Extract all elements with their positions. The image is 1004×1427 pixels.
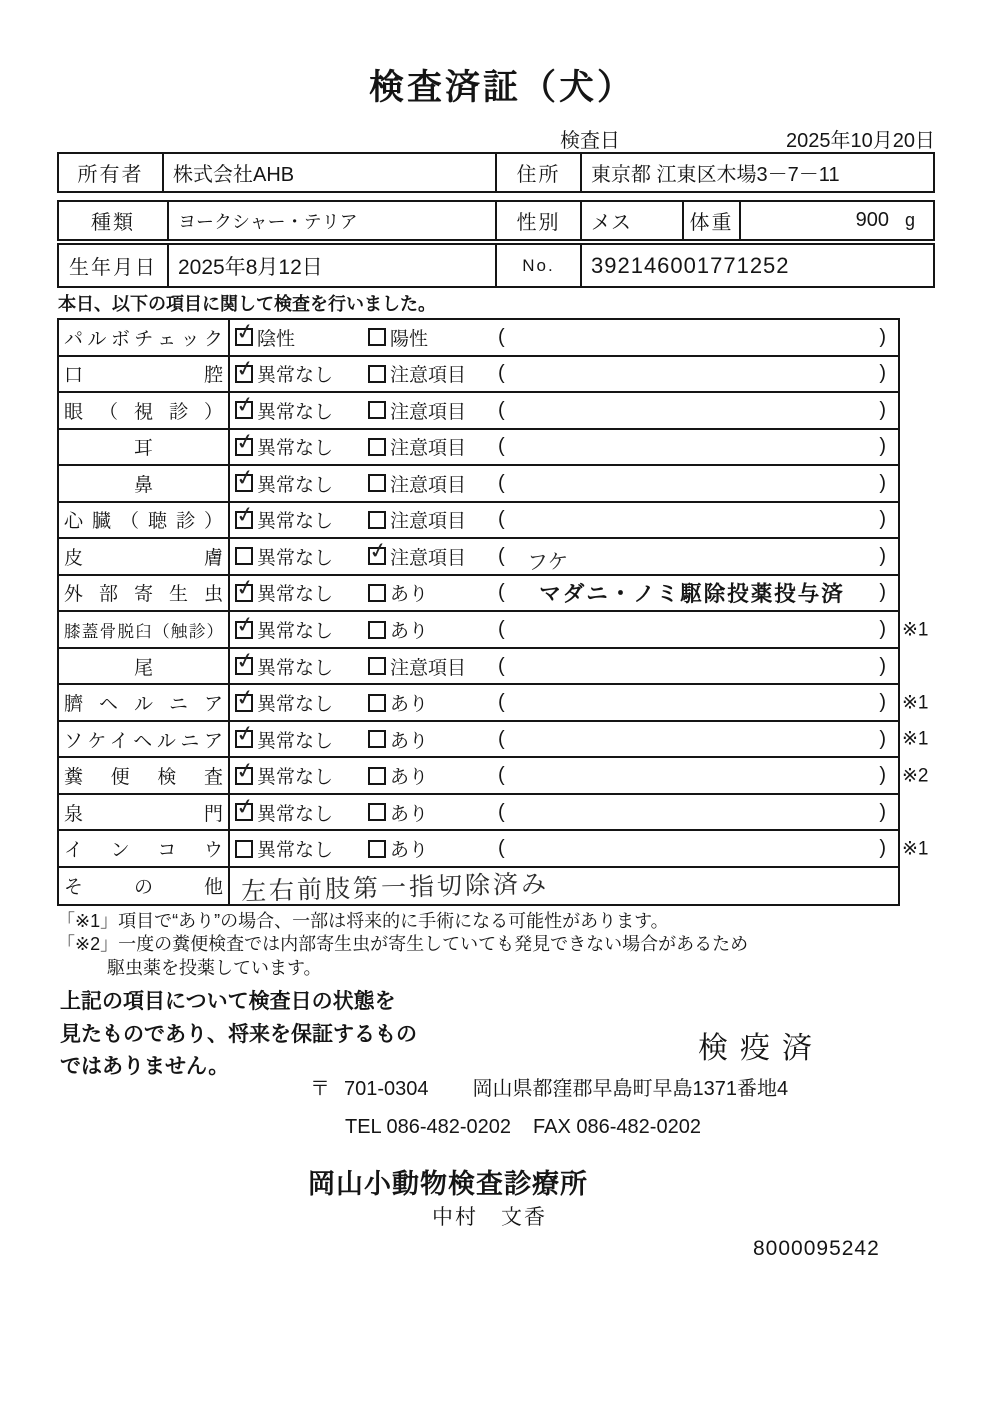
open-paren: ( [498, 727, 505, 750]
postal-mark-icon: 〒 [310, 1078, 330, 1100]
option-label: 異常なし [257, 767, 334, 789]
open-paren: ( [498, 508, 505, 531]
disclaimer-statement [60, 986, 417, 1084]
row-label-cell [59, 649, 230, 684]
row-content [230, 320, 898, 355]
intro-line: 本日、以下の項目に関して検査を行いました。 [58, 294, 436, 314]
statement-line-3: ではありません。 [60, 1055, 230, 1079]
option-label: 注意項目 [390, 438, 467, 460]
checkbox-checked-icon [235, 621, 253, 639]
option-label: 異常なし [257, 657, 334, 679]
row-label: 外部寄生虫 [64, 584, 223, 606]
row-content [230, 430, 898, 465]
option [235, 506, 368, 533]
close-paren: ) [879, 727, 886, 750]
checklist-row [59, 647, 898, 684]
checkbox-unchecked-icon [368, 621, 386, 639]
row-content [230, 758, 898, 793]
option [368, 397, 498, 424]
option-label: あり [390, 621, 429, 643]
row-label: 眼（視診） [64, 401, 223, 423]
row-label: 臍ヘルニア [64, 694, 223, 716]
option-label: 異常なし [257, 365, 334, 387]
row-label-cell [59, 539, 230, 574]
paren-content [505, 373, 880, 374]
checkbox-checked-icon [235, 474, 253, 492]
row-paren [498, 362, 886, 385]
checkbox-checked-icon [235, 584, 253, 602]
sex-label: 性別 [495, 202, 580, 239]
row-content [230, 503, 898, 538]
option [368, 433, 498, 460]
weight-label: 体重 [682, 202, 739, 239]
row-paren [498, 326, 886, 349]
weight-unit: g [904, 210, 915, 230]
option [368, 470, 498, 497]
checkbox-checked-icon [235, 730, 253, 748]
row-content [230, 466, 898, 501]
option-label: あり [390, 694, 429, 716]
option [368, 360, 498, 387]
close-paren: ) [879, 471, 886, 494]
option [235, 397, 368, 424]
row-label: 口腔 [64, 365, 223, 387]
checkbox-checked-icon [235, 365, 253, 383]
open-paren: ( [498, 471, 505, 494]
open-paren: ( [498, 800, 505, 823]
owner-value: 株式会社AHB [162, 154, 495, 191]
paren-content [505, 666, 880, 667]
handwritten-other-note: 左右前肢第一指切除済み [240, 869, 550, 906]
paren-content [505, 848, 880, 849]
row-paren [498, 801, 886, 824]
option [368, 653, 498, 680]
option-label: 異常なし [257, 621, 334, 643]
paren-content [505, 519, 880, 520]
checkbox-unchecked-icon [368, 438, 386, 456]
row-content [230, 868, 898, 904]
row-paren [498, 541, 886, 576]
row-content [230, 393, 898, 428]
row-label: パルボチェック [64, 328, 223, 350]
checkbox-unchecked-icon [368, 767, 386, 785]
checklist-row [59, 866, 898, 904]
row-content [230, 831, 898, 866]
checkbox-checked-icon [235, 803, 253, 821]
row-note: ※1 [902, 728, 929, 750]
checklist-row [59, 683, 929, 720]
close-paren: ) [879, 800, 886, 823]
row-label-cell [59, 758, 230, 793]
checklist-row [59, 610, 929, 647]
close-paren: ) [879, 325, 886, 348]
checkbox-unchecked-icon [368, 328, 386, 346]
breed-label: 種類 [91, 212, 135, 234]
option [368, 799, 498, 826]
paren-content [505, 446, 880, 447]
footnote-2-continued: 駆虫薬を投薬しています。 [107, 957, 322, 978]
checklist-row [59, 428, 898, 465]
option-label: 異常なし [257, 840, 334, 862]
quarantine-stamp: 検疫済 [698, 1032, 824, 1065]
row-label-cell [59, 795, 230, 830]
row-content [230, 685, 898, 720]
row-label: 膝蓋骨脱臼（触診） [64, 622, 223, 641]
option-label: あり [390, 584, 429, 606]
row-label: 糞便検査 [64, 767, 223, 789]
option [235, 470, 368, 497]
footnotes [57, 910, 867, 980]
row-paren [498, 728, 886, 751]
row-label: インコウ [64, 840, 223, 862]
row-paren [498, 655, 886, 678]
birthdate-value: 2025年8月12日 [167, 245, 495, 286]
breed-value: ヨークシャー・テリア [167, 202, 495, 239]
document-number: 8000095242 [753, 1237, 880, 1260]
row-label-cell [59, 722, 230, 757]
option [368, 616, 498, 643]
breed-row [57, 200, 935, 241]
row-label-cell [59, 868, 230, 904]
statement-line-2: 見たものであり、将来を保証するもの [60, 1022, 417, 1046]
row-label-cell [59, 430, 230, 465]
option [235, 689, 368, 716]
paren-content [505, 629, 880, 630]
open-paren: ( [498, 691, 505, 714]
option-label: あり [390, 730, 429, 752]
checkbox-checked-icon [235, 657, 253, 675]
option-label: 注意項目 [390, 657, 467, 679]
checkbox-checked-icon [235, 328, 253, 346]
close-paren: ) [879, 764, 886, 787]
checklist-row [59, 464, 898, 501]
option-label: 異常なし [257, 474, 334, 496]
option [368, 543, 498, 570]
checkbox-checked-icon [235, 438, 253, 456]
checklist-row [59, 829, 929, 866]
checkbox-unchecked-icon [368, 803, 386, 821]
option [368, 689, 498, 716]
checklist-row [59, 537, 898, 574]
page-title: 検査済証（犬） [368, 68, 635, 107]
checkbox-unchecked-icon [368, 840, 386, 858]
checkbox-checked-icon [235, 401, 253, 419]
open-paren: ( [498, 362, 505, 385]
row-content [230, 612, 898, 647]
row-paren [498, 435, 886, 458]
open-paren: ( [498, 325, 505, 348]
row-label: 尾 [133, 657, 153, 679]
row-label-cell [59, 357, 230, 392]
row-content [230, 795, 898, 830]
row-label-cell [59, 503, 230, 538]
row-paren [498, 508, 886, 531]
row-label: 耳 [133, 438, 153, 460]
open-paren: ( [498, 618, 505, 641]
inspection-date-label: 検査日 [560, 130, 620, 152]
option-label: 注意項目 [390, 547, 467, 569]
open-paren: ( [498, 544, 505, 567]
option [235, 579, 368, 606]
postal-code: 701-0304 [344, 1078, 429, 1100]
footnote-1: 「※1」項目で“あり”の場合、一部は将来的に手術になる可能性があります。 [57, 911, 669, 931]
option [235, 799, 368, 826]
checkbox-unchecked-icon [235, 547, 253, 565]
checkbox-checked-icon [235, 694, 253, 712]
option [235, 543, 368, 570]
row-label: 心臓（聴診） [64, 511, 223, 533]
close-paren: ) [879, 837, 886, 860]
checkbox-unchecked-icon [368, 401, 386, 419]
checklist-row [59, 720, 929, 757]
option-label: あり [390, 840, 429, 862]
row-label: 皮膚 [64, 547, 223, 569]
option-label: 注意項目 [390, 401, 467, 423]
checklist-row [59, 574, 898, 611]
checklist-row [59, 320, 898, 355]
row-label-cell [59, 393, 230, 428]
close-paren: ) [879, 435, 886, 458]
checklist-table [57, 318, 929, 906]
paren-content [505, 483, 880, 484]
close-paren: ) [879, 618, 886, 641]
checkbox-unchecked-icon [235, 840, 253, 858]
paren-content [505, 410, 880, 411]
option-label: 注意項目 [390, 365, 467, 387]
option [235, 616, 368, 643]
row-label-cell [59, 612, 230, 647]
address-value: 東京都 江東区木場3－7－11 [580, 154, 933, 191]
option-label: 異常なし [257, 803, 334, 825]
address-label: 住所 [495, 154, 580, 191]
option [368, 726, 498, 753]
option-label: 異常なし [257, 511, 334, 533]
clinic-telfax-line [345, 1116, 701, 1139]
inspection-date-value: 2025年10月20日 [786, 130, 935, 152]
veterinarian-name: 中村 文香 [432, 1206, 547, 1229]
paren-content [505, 337, 880, 338]
row-note: ※1 [902, 619, 929, 641]
sex-value: メス [580, 202, 682, 239]
row-note: ※2 [902, 765, 929, 787]
row-label-cell [59, 466, 230, 501]
weight-value: 900 [855, 209, 889, 231]
clinic-postal-line [310, 1072, 788, 1101]
row-content [230, 357, 898, 392]
row-content [230, 539, 898, 574]
row-paren [498, 618, 886, 641]
option-label: あり [390, 803, 429, 825]
row-label: ソケイヘルニア [64, 730, 223, 752]
paren-content: フケ [526, 550, 569, 576]
owner-row [57, 152, 935, 193]
checklist-row [59, 355, 898, 392]
option-label: あり [390, 767, 429, 789]
birth-row [57, 243, 935, 288]
option [368, 762, 498, 789]
close-paren: ) [879, 362, 886, 385]
footnote-2: 「※2」一度の糞便検査では内部寄生虫が寄生していても発見できない場合があるため [57, 934, 749, 955]
row-label-cell [59, 831, 230, 866]
checkbox-checked-icon [235, 767, 253, 785]
option-label: 異常なし [257, 730, 334, 752]
clinic-address: 岡山県都窪郡早島町早島1371番地4 [472, 1078, 789, 1100]
checkbox-unchecked-icon [368, 474, 386, 492]
row-paren [498, 577, 886, 608]
option [368, 324, 498, 351]
row-paren [498, 764, 886, 787]
row-label-cell [59, 685, 230, 720]
option [235, 835, 368, 862]
option-label: 異常なし [257, 401, 334, 423]
row-label-cell [59, 576, 230, 611]
row-label: その他 [64, 877, 223, 899]
open-paren: ( [498, 837, 505, 860]
row-paren [498, 837, 886, 860]
option-label: 注意項目 [390, 474, 467, 496]
checkbox-checked-icon [235, 511, 253, 529]
close-paren: ) [879, 544, 886, 567]
row-content [230, 722, 898, 757]
clinic-name: 岡山小動物検査診療所 [308, 1169, 588, 1199]
row-label: 泉門 [64, 803, 223, 825]
checkbox-unchecked-icon [368, 657, 386, 675]
option-label: 陰性 [257, 328, 296, 350]
option-label: 注意項目 [390, 511, 467, 533]
close-paren: ) [879, 654, 886, 677]
paren-content: マダニ・ノミ駆除投薬投与済 [539, 582, 845, 607]
close-paren: ) [879, 508, 886, 531]
row-content [230, 576, 898, 611]
clinic-tel: TEL 086-482-0202 [345, 1116, 512, 1138]
open-paren: ( [498, 764, 505, 787]
id-number-value: 392146001771252 [580, 245, 933, 286]
open-paren: ( [498, 435, 505, 458]
checkbox-unchecked-icon [368, 730, 386, 748]
open-paren: ( [498, 398, 505, 421]
checkbox-checked-icon [368, 547, 386, 565]
option-label: 異常なし [257, 694, 334, 716]
paren-content [505, 775, 880, 776]
close-paren: ) [879, 691, 886, 714]
paren-content [505, 812, 880, 813]
option-label: 異常なし [257, 584, 334, 606]
id-number-label: No. [495, 245, 580, 286]
checkbox-unchecked-icon [368, 584, 386, 602]
row-content [230, 649, 898, 684]
option [235, 360, 368, 387]
option [235, 324, 368, 351]
checkbox-unchecked-icon [368, 694, 386, 712]
weight-value-cell [739, 202, 933, 239]
statement-line-1: 上記の項目について検査日の状態を [60, 990, 396, 1013]
open-paren: ( [498, 654, 505, 677]
checklist-row [59, 793, 898, 830]
owner-label: 所有者 [77, 164, 144, 186]
checklist-row [59, 501, 898, 538]
open-paren: ( [498, 581, 505, 604]
clinic-fax: FAX 086-482-0202 [533, 1116, 701, 1138]
option [235, 653, 368, 680]
row-label-cell [59, 320, 230, 355]
row-paren [498, 399, 886, 422]
option-label: 異常なし [257, 438, 334, 460]
row-paren [498, 691, 886, 714]
option [368, 579, 498, 606]
row-paren [498, 472, 886, 495]
birthdate-label: 生年月日 [69, 257, 157, 279]
checklist-row [59, 391, 898, 428]
row-note: ※1 [902, 838, 929, 860]
paren-content [505, 739, 880, 740]
option [368, 506, 498, 533]
option [235, 726, 368, 753]
checkbox-unchecked-icon [368, 365, 386, 383]
close-paren: ) [879, 581, 886, 604]
checklist-row [59, 756, 929, 793]
checkbox-unchecked-icon [368, 511, 386, 529]
paren-content [505, 702, 880, 703]
option-label: 異常なし [257, 547, 334, 569]
option [235, 433, 368, 460]
option [235, 762, 368, 789]
close-paren: ) [879, 398, 886, 421]
row-label: 鼻 [133, 474, 153, 496]
option-label: 陽性 [390, 328, 429, 350]
row-note: ※1 [902, 692, 929, 714]
option [368, 835, 498, 862]
